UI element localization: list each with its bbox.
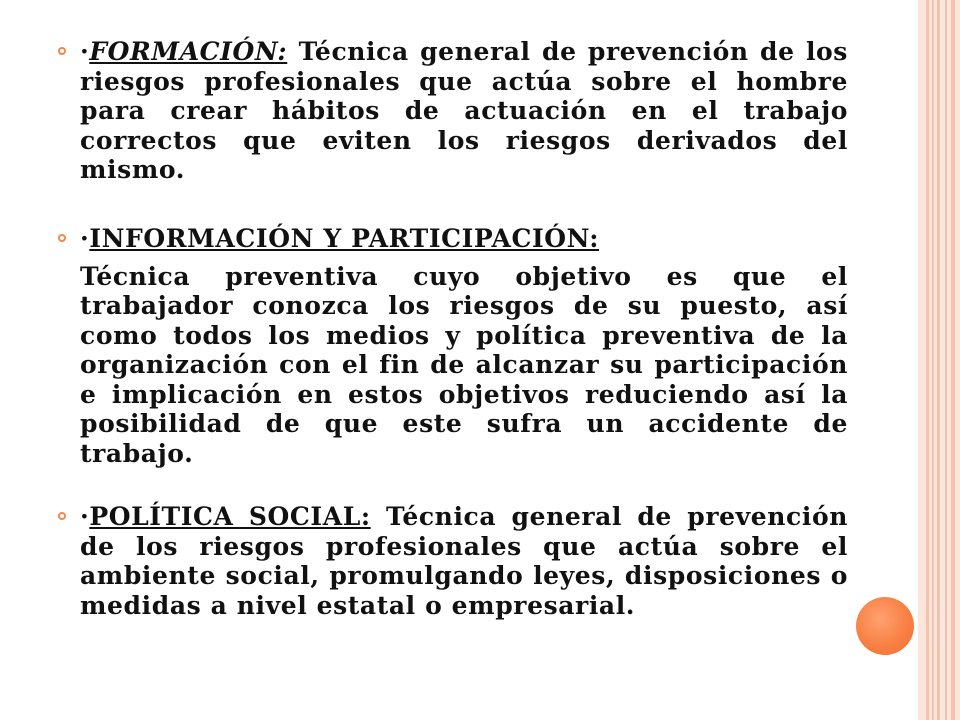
prefix-dot: ·: [80, 37, 90, 66]
list-item-informacion: [80, 224, 848, 468]
heading-formacion: FORMACIÓN:: [89, 37, 288, 66]
list-item-formacion: [80, 37, 848, 185]
prefix-dot: ·: [80, 224, 90, 253]
bullet-circle-icon: [58, 47, 66, 55]
bullet-circle-icon: [58, 512, 66, 520]
paragraph-politica-social: [80, 502, 848, 620]
text-informacion: Técnica preventiva cuyo objetivo es que el trabajador conozca los riesgos de su puesto, así como todos los medios y política preventiva de la organización con el fin de alcanzar su participación e implicación en estos objetivos reduciendo así la posibilidad de que este sufra un accidente de trabajo.: [80, 261, 848, 468]
heading-informacion: INFORMACIÓN Y PARTICIPACIÓN:: [89, 224, 600, 253]
decorative-side-stripes: [918, 0, 960, 720]
paragraph-formacion: [80, 37, 848, 185]
bullet-circle-icon: [58, 234, 66, 242]
prefix-dot: ·: [80, 502, 90, 531]
heading-politica-social: POLÍTICA SOCIAL:: [89, 502, 371, 531]
list-item-politica-social: [80, 502, 848, 620]
heading-line-informacion: [80, 224, 848, 254]
text-formacion: Técnica general de prevención de los riesgos profesionales que actúa sobre el hombre para crear hábitos de actuación en el trabajo correctos que eviten los riesgos derivados del mismo.: [80, 37, 848, 184]
text-politica-social: Técnica general de prevención de los riesgos profesionales que actúa sobre el ambiente social, promulgando leyes, disposiciones o medidas a nivel estatal o empresarial.: [80, 502, 848, 620]
